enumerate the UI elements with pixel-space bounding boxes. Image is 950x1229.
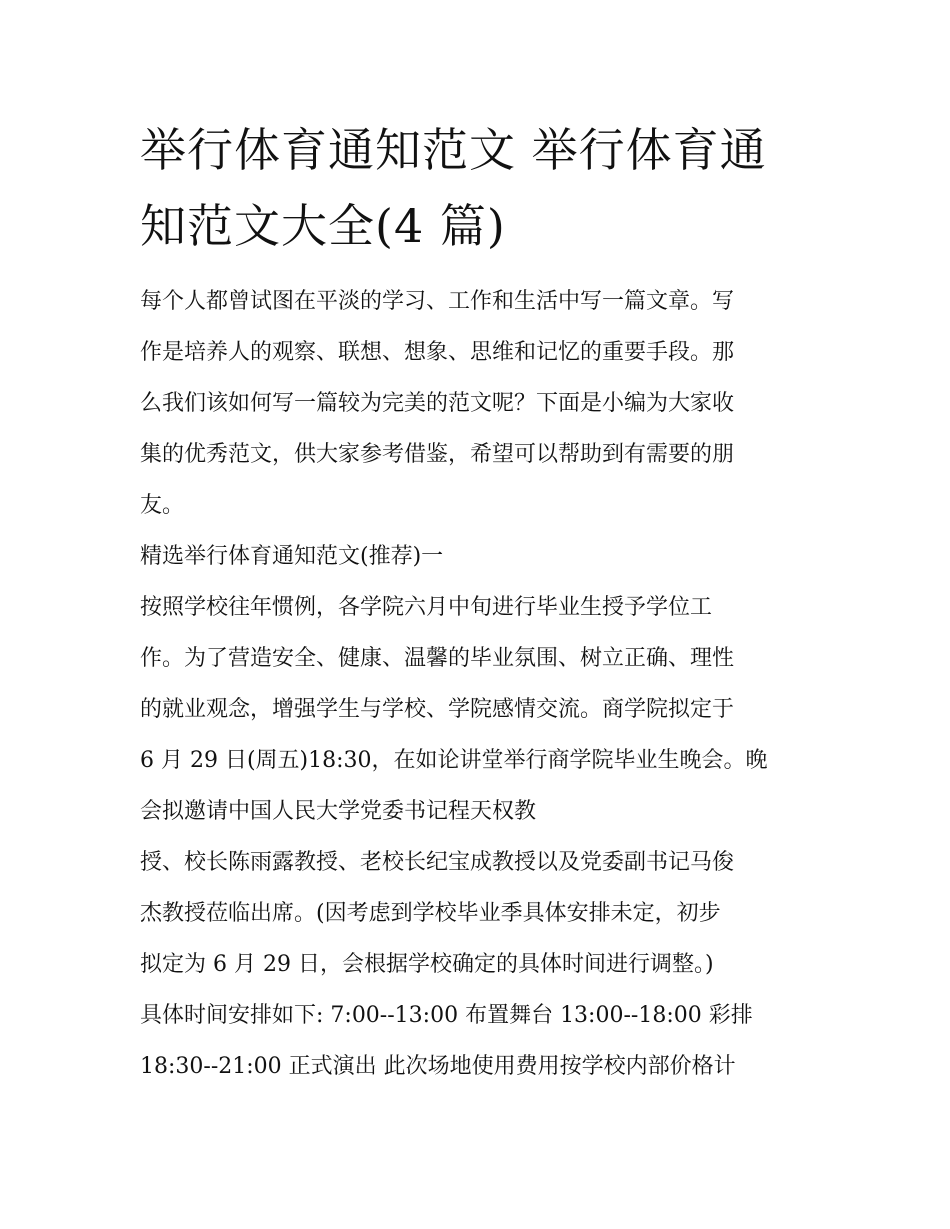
text-line: 集的优秀范文，供大家参考借鉴，希望可以帮助到有需要的朋 (140, 442, 735, 467)
title-line-1: 举行体育通知范文 举行体育通 (140, 123, 767, 177)
text-line: 具体时间安排如下: 7:00--13:00 布置舞台 13:00--18:00 彩排 (140, 1003, 753, 1028)
text-line: 按照学校往年惯例，各学院六月中旬进行毕业生授予学位工 (140, 595, 713, 620)
title-line-2: 知范文大全(4 篇) (140, 199, 506, 253)
text-line: 的就业观念，增强学生与学校、学院感情交流。商学院拟定于 (140, 697, 735, 722)
text-line: 精选举行体育通知范文(推荐)一 (140, 544, 444, 569)
guests-paragraph (140, 837, 815, 990)
text-line: 作。为了营造安全、健康、温馨的毕业氛围、树立正确、理性 (140, 646, 735, 671)
text-line: 会拟邀请中国人民大学党委书记程天权教 (140, 799, 537, 824)
text-line: 作是培养人的观察、联想、想象、思维和记忆的重要手段。那 (140, 340, 735, 365)
intro-paragraph (140, 276, 815, 531)
text-line: 么我们该如何写一篇较为完美的范文呢？下面是小编为大家收 (140, 391, 735, 416)
document-body (140, 276, 815, 1092)
text-line: 授、校长陈雨露教授、老校长纪宝成教授以及党委副书记马俊 (140, 850, 735, 875)
document-title (140, 112, 815, 264)
text-line: 友。 (140, 493, 185, 518)
text-line: 每个人都曾试图在平淡的学习、工作和生活中写一篇文章。写 (140, 289, 735, 314)
document-page (140, 112, 815, 1092)
text-line: 杰教授莅临出席。(因考虑到学校毕业季具体安排未定，初步 (140, 901, 721, 926)
text-line: 拟定为 6 月 29 日，会根据学校确定的具体时间进行调整。) (140, 952, 714, 977)
schedule-paragraph (140, 990, 815, 1092)
notice-paragraph (140, 582, 815, 837)
text-line: 6 月 29 日(周五)18:30，在如论讲堂举行商学院毕业生晚会。晚 (140, 748, 768, 773)
section-heading (140, 531, 815, 582)
text-line: 18:30--21:00 正式演出 此次场地使用费用按学校内部价格计 (140, 1054, 736, 1079)
